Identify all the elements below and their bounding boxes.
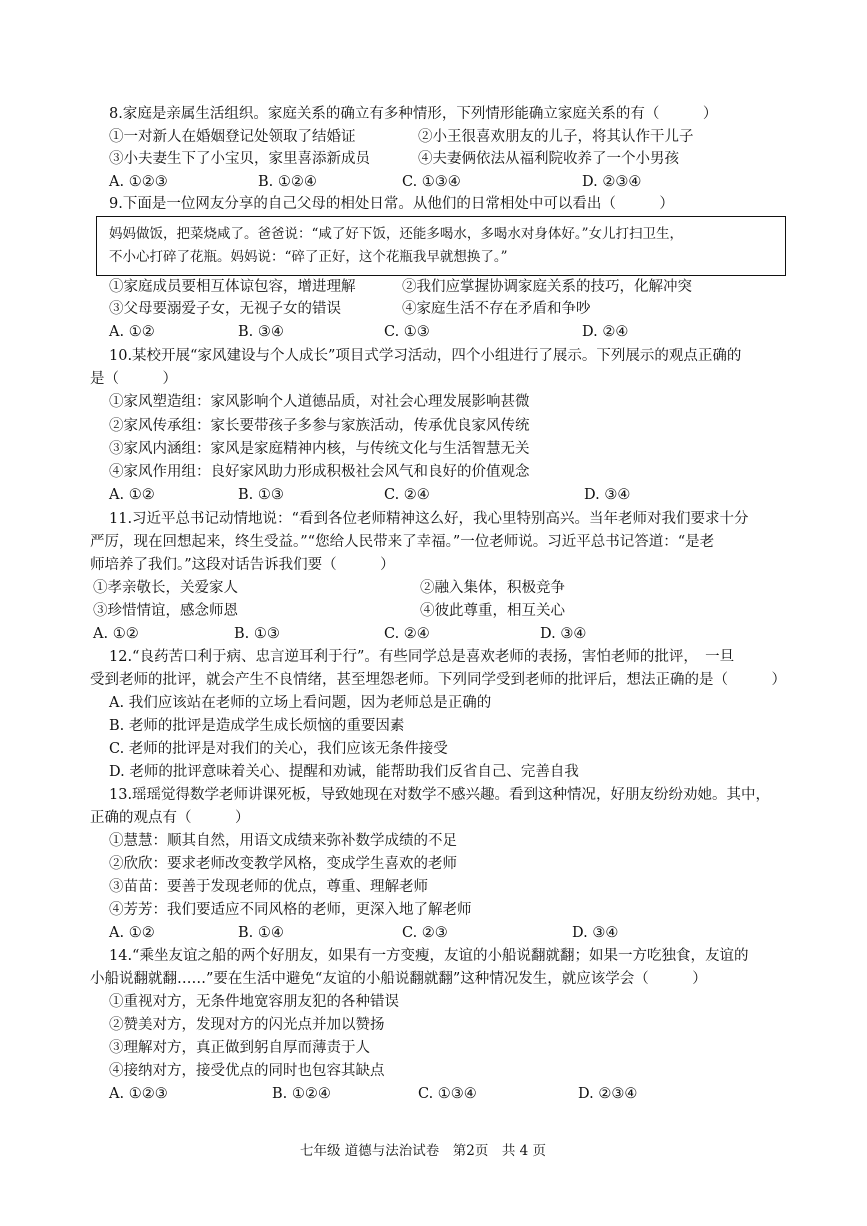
q13-option-d: D. ③④ [572,925,619,941]
q14-stem-line-2: 小船说翻就翻……”要在生活中避免“友谊的小船说翻就翻”这种情况发生，就应该学会（ ） [90,971,707,987]
q14-statement-3: ③理解对方，真正做到躬自厚而薄责于人 [109,1040,370,1056]
q9-option-c: C. ①③ [384,324,430,340]
q11-statement-1: ①孝亲敬长，关爱家人 [93,580,238,596]
q9-statement-4: ④家庭生活不存在矛盾和争吵 [402,301,591,317]
q14-option-d: D. ②③④ [578,1086,638,1102]
q13-statement-4: ④芳芳：我们要适应不同风格的老师，更深入地了解老师 [109,902,472,918]
q10-stem-line-2: 是（ ） [90,371,177,387]
q11-option-c: C. ②④ [384,626,430,642]
q13-statement-1: ①慧慧：顺其自然，用语文成绩来弥补数学成绩的不足 [109,833,457,849]
q14-option-b: B. ①②④ [272,1086,331,1102]
q11-option-d: D. ③④ [540,626,587,642]
q9-stem: 9.下面是一位网友分享的自己父母的相处日常。从他们的日常相处中可以看出（ ） [109,196,674,212]
q9-statement-2: ②我们应掌握协调家庭关系的技巧，化解冲突 [402,279,692,295]
q11-option-b: B. ①③ [234,626,280,642]
q9-quote-box [96,216,786,276]
q11-stem-line-3: 师培养了我们。”这段对话告诉我们要（ ） [90,557,395,573]
q8-stem: 8.家庭是亲属生活组织。家庭关系的确立有多种情形，下列情形能确立家庭关系的有（ ） [109,106,718,122]
q9-option-d: D. ②④ [582,324,629,340]
q9-statement-1: ①家庭成员要相互体谅包容，增进理解 [109,279,356,295]
q12-stem-line-2: 受到老师的批评，就会产生不良情绪，甚至埋怨老师。下列同学受到老师的批评后，想法正确的是（ ） [90,672,786,688]
q8-option-d: D. ②③④ [582,174,642,190]
q10-option-b: B. ①③ [238,487,284,503]
q10-statement-4: ④家风作用组：良好家风助力形成积极社会风气和良好的价值观念 [109,464,530,480]
q10-statement-3: ③家风内涵组：家风是家庭精神内核，与传统文化与生活智慧无关 [109,441,530,457]
q13-statement-3: ③苗苗：要善于发现老师的优点，尊重、理解老师 [109,879,428,895]
q11-statement-4: ④彼此尊重，相互关心 [420,603,565,619]
q10-statement-2: ②家风传承组：家长要带孩子多参与家族活动，传承优良家风传统 [109,418,530,434]
q11-stem-line-2: 严厉，现在回想起来，终生受益。”“您给人民带来了幸福。”一位老师说。习近平总书记答道：“是老 [90,534,715,550]
q9-option-a: A. ①② [109,324,155,340]
q12-stem-line-1: 12.“良药苦口利于病、忠言逆耳利于行”。有些同学总是喜欢老师的表扬，害怕老师的批评， 一旦 [109,649,735,665]
page-footer: 七年级 道德与法治试卷 第2页 共 4 页 [300,1143,547,1159]
q9-statement-3: ③父母要溺爱子女，无视子女的错误 [109,301,341,317]
q10-option-d: D. ③④ [584,487,631,503]
q12-option-a: A. 我们应该站在老师的立场上看问题，因为老师总是正确的 [109,695,492,711]
q14-statement-1: ①重视对方，无条件地宽容朋友犯的各种错误 [109,994,399,1010]
q13-option-a: A. ①② [109,925,155,941]
q13-statement-2: ②欣欣：要求老师改变教学风格，变成学生喜欢的老师 [109,856,457,872]
q13-option-b: B. ①④ [238,925,284,941]
q8-statement-4: ④夫妻俩依法从福利院收养了一个小男孩 [418,151,679,167]
q9-quote-line-1: 妈妈做饭，把菜烧咸了。爸爸说：“咸了好下饭，还能多喝水，多喝水对身体好。”女儿打扫卫生， [109,226,684,242]
q12-option-c: C. 老师的批评是对我们的关心，我们应该无条件接受 [109,741,448,757]
q12-option-b: B. 老师的批评是造成学生成长烦恼的重要因素 [109,718,405,734]
q14-stem-line-1: 14.“乘坐友谊之船的两个好朋友，如果有一方变瘦，友谊的小船说翻就翻；如果一方吃独食，友谊的 [109,948,749,964]
q9-quote-line-2: 不小心打碎了花瓶。妈妈说：“碎了正好，这个花瓶我早就想换了。” [109,249,508,265]
q11-statement-3: ③珍惜情谊，感念师恩 [93,603,238,619]
q11-statement-2: ②融入集体，积极竞争 [420,580,565,596]
q14-statement-4: ④接纳对方，接受优点的同时也包容其缺点 [109,1063,385,1079]
q8-option-a: A. ①②③ [109,174,168,190]
q8-option-c: C. ①③④ [402,174,461,190]
q10-statement-1: ①家风塑造组：家风影响个人道德品质，对社会心理发展影响甚微 [109,394,530,410]
q9-option-b: B. ③④ [238,324,284,340]
q8-statement-3: ③小夫妻生下了小宝贝，家里喜添新成员 [109,151,370,167]
q8-statement-1: ①一对新人在婚姻登记处领取了结婚证 [109,129,356,145]
q14-option-a: A. ①②③ [109,1086,168,1102]
q10-option-c: C. ②④ [384,487,430,503]
q13-stem-line-2: 正确的观点有（ ） [90,810,250,826]
q8-statement-2: ②小王很喜欢朋友的儿子，将其认作干儿子 [418,129,694,145]
q14-statement-2: ②赞美对方，发现对方的闪光点并加以赞扬 [109,1017,385,1033]
q13-stem-line-1: 13.瑶瑶觉得数学老师讲课死板，导致她现在对数学不感兴趣。看到这种情况，好朋友纷纷劝她。其中， [109,787,771,803]
q8-option-b: B. ①②④ [258,174,317,190]
q14-option-c: C. ①③④ [418,1086,477,1102]
q13-option-c: C. ②③ [402,925,448,941]
q11-stem-line-1: 11.习近平总书记动情地说：“看到各位老师精神这么好，我心里特别高兴。当年老师对我们要求十分 [109,511,749,527]
q10-option-a: A. ①② [109,487,155,503]
q10-stem-line-1: 10.某校开展“家风建设与个人成长”项目式学习活动，四个小组进行了展示。下列展示的观点正确的 [109,348,742,364]
q11-option-a: A. ①② [93,626,139,642]
q12-option-d: D. 老师的批评意味着关心、提醒和劝诫，能帮助我们反省自己、完善自我 [109,764,579,780]
